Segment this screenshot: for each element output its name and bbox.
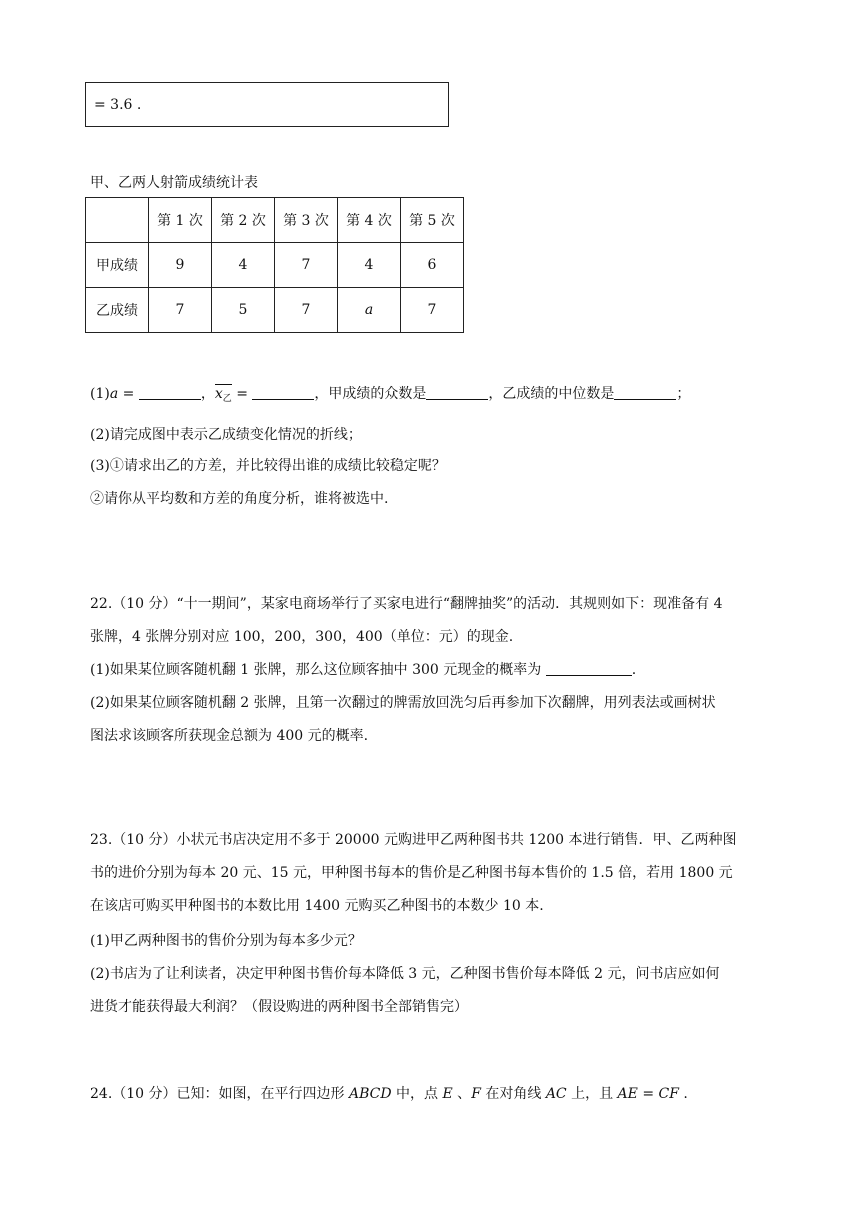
q21-part4: ②请你从平均数和方差的角度分析，谁将被选中. [90, 491, 389, 507]
var-abcd: ABCD [348, 1086, 392, 1102]
table-header-cell [86, 198, 149, 243]
table-cell: 9 [149, 243, 212, 288]
answer-box-text: = 3.6 . [94, 97, 142, 113]
table-cell: 7 [275, 243, 338, 288]
q22-line2: 张牌，4 张牌分别对应 100，200，300，400（单位：元）的现金. [90, 629, 514, 645]
equals: = [637, 1086, 659, 1102]
text: . [631, 662, 637, 678]
table-cell: 7 [149, 288, 212, 333]
table-cell: 6 [401, 243, 464, 288]
var-f: F [471, 1086, 481, 1102]
table-cell: 甲成绩 [86, 243, 149, 288]
table-header-cell: 第 3 次 [275, 198, 338, 243]
mean-x: x [214, 386, 223, 402]
table-caption: 甲、乙两人射箭成绩统计表 [90, 175, 258, 191]
q23-line6: 进货才能获得最大利润？（假设购进的两种图书全部销售完） [90, 999, 468, 1015]
text: ，乙成绩的中位数是 [488, 386, 615, 402]
answer-blank [252, 385, 314, 400]
var-e: E [442, 1086, 453, 1102]
q22-line5: 图法求该顾客所获现金总额为 400 元的概率. [90, 728, 369, 744]
q21-part3: (3)①请求出乙的方差，并比较得出谁的成绩比较稳定呢？ [90, 458, 446, 474]
q24-line1 [90, 1083, 688, 1103]
answer-blank [426, 385, 488, 400]
table-cell: 4 [212, 243, 275, 288]
table-header-cell: 第 2 次 [212, 198, 275, 243]
equals: = [118, 386, 139, 402]
q23-line5: (2)书店为了让利读者，决定甲种图书售价每本降低 3 元，乙种图书售价每本降低 2 元，问书店应如何 [90, 966, 720, 982]
text: ； [676, 386, 691, 402]
q23-line2: 书的进价分别为每本 20 元、15 元，甲种图书每本的售价是乙种图书每本售价的 1.5 倍，若用 1800 元 [90, 865, 733, 881]
q23-line1: 23.（10 分）小状元书店决定用不多于 20000 元购进甲乙两种图书共 1200 本进行销售．甲、乙两种图 [90, 832, 737, 848]
table-cell: 5 [212, 288, 275, 333]
mean-symbol [215, 386, 232, 404]
separator: ， [200, 386, 215, 402]
q23-line4: (1)甲乙两种图书的售价分别为每本多少元？ [90, 933, 362, 949]
q21-part1 [90, 383, 690, 404]
score-table [85, 197, 464, 333]
q23-line3: 在该店可购买甲种图书的本数比用 1400 元购买乙种图书的本数少 10 本. [90, 898, 544, 914]
text: 中，点 [391, 1086, 443, 1102]
text: . [678, 1086, 688, 1102]
text: (1)如果某位顾客随机翻 1 张牌，那么这位顾客抽中 300 元现金的概率为 [90, 662, 542, 678]
text: 上，且 [566, 1086, 618, 1102]
part-label: (1) [90, 386, 110, 402]
q22-line1: 22.（10 分）“十一期间”，某家电商场举行了买家电进行“翻牌抽奖”的活动．其规则如下：现准备有 4 [90, 596, 723, 612]
table-header-cell: 第 1 次 [149, 198, 212, 243]
var-ac: AC [545, 1086, 567, 1102]
answer-box [85, 82, 449, 127]
q21-part2: (2)请完成图中表示乙成绩变化情况的折线； [90, 427, 362, 443]
answer-blank [614, 385, 676, 400]
text: 在对角线 [480, 1086, 546, 1102]
text: ，甲成绩的众数是 [314, 386, 427, 402]
table-cell: a [338, 288, 401, 333]
table-cell: 4 [338, 243, 401, 288]
var-cf: CF [658, 1086, 679, 1102]
answer-blank [139, 385, 201, 400]
table-cell: 7 [401, 288, 464, 333]
table-cell: 乙成绩 [86, 288, 149, 333]
var-ae: AE [617, 1086, 638, 1102]
equals: = [231, 386, 253, 402]
text: 24.（10 分）已知：如图，在平行四边形 [90, 1086, 349, 1102]
q22-line4: (2)如果某位顾客随机翻 2 张牌，且第一次翻过的牌需放回洗匀后再参加下次翻牌，用列表法或画树状 [90, 695, 716, 711]
table-cell: 7 [275, 288, 338, 333]
q22-line3 [90, 659, 636, 679]
table-header-row [86, 198, 464, 243]
var-a: a [109, 386, 119, 402]
text: 、 [452, 1086, 472, 1102]
table-header-cell: 第 4 次 [338, 198, 401, 243]
table-row [86, 288, 464, 333]
table-header-cell: 第 5 次 [401, 198, 464, 243]
table-row [86, 243, 464, 288]
mean-subscript: 乙 [222, 394, 232, 404]
answer-blank [546, 661, 632, 676]
